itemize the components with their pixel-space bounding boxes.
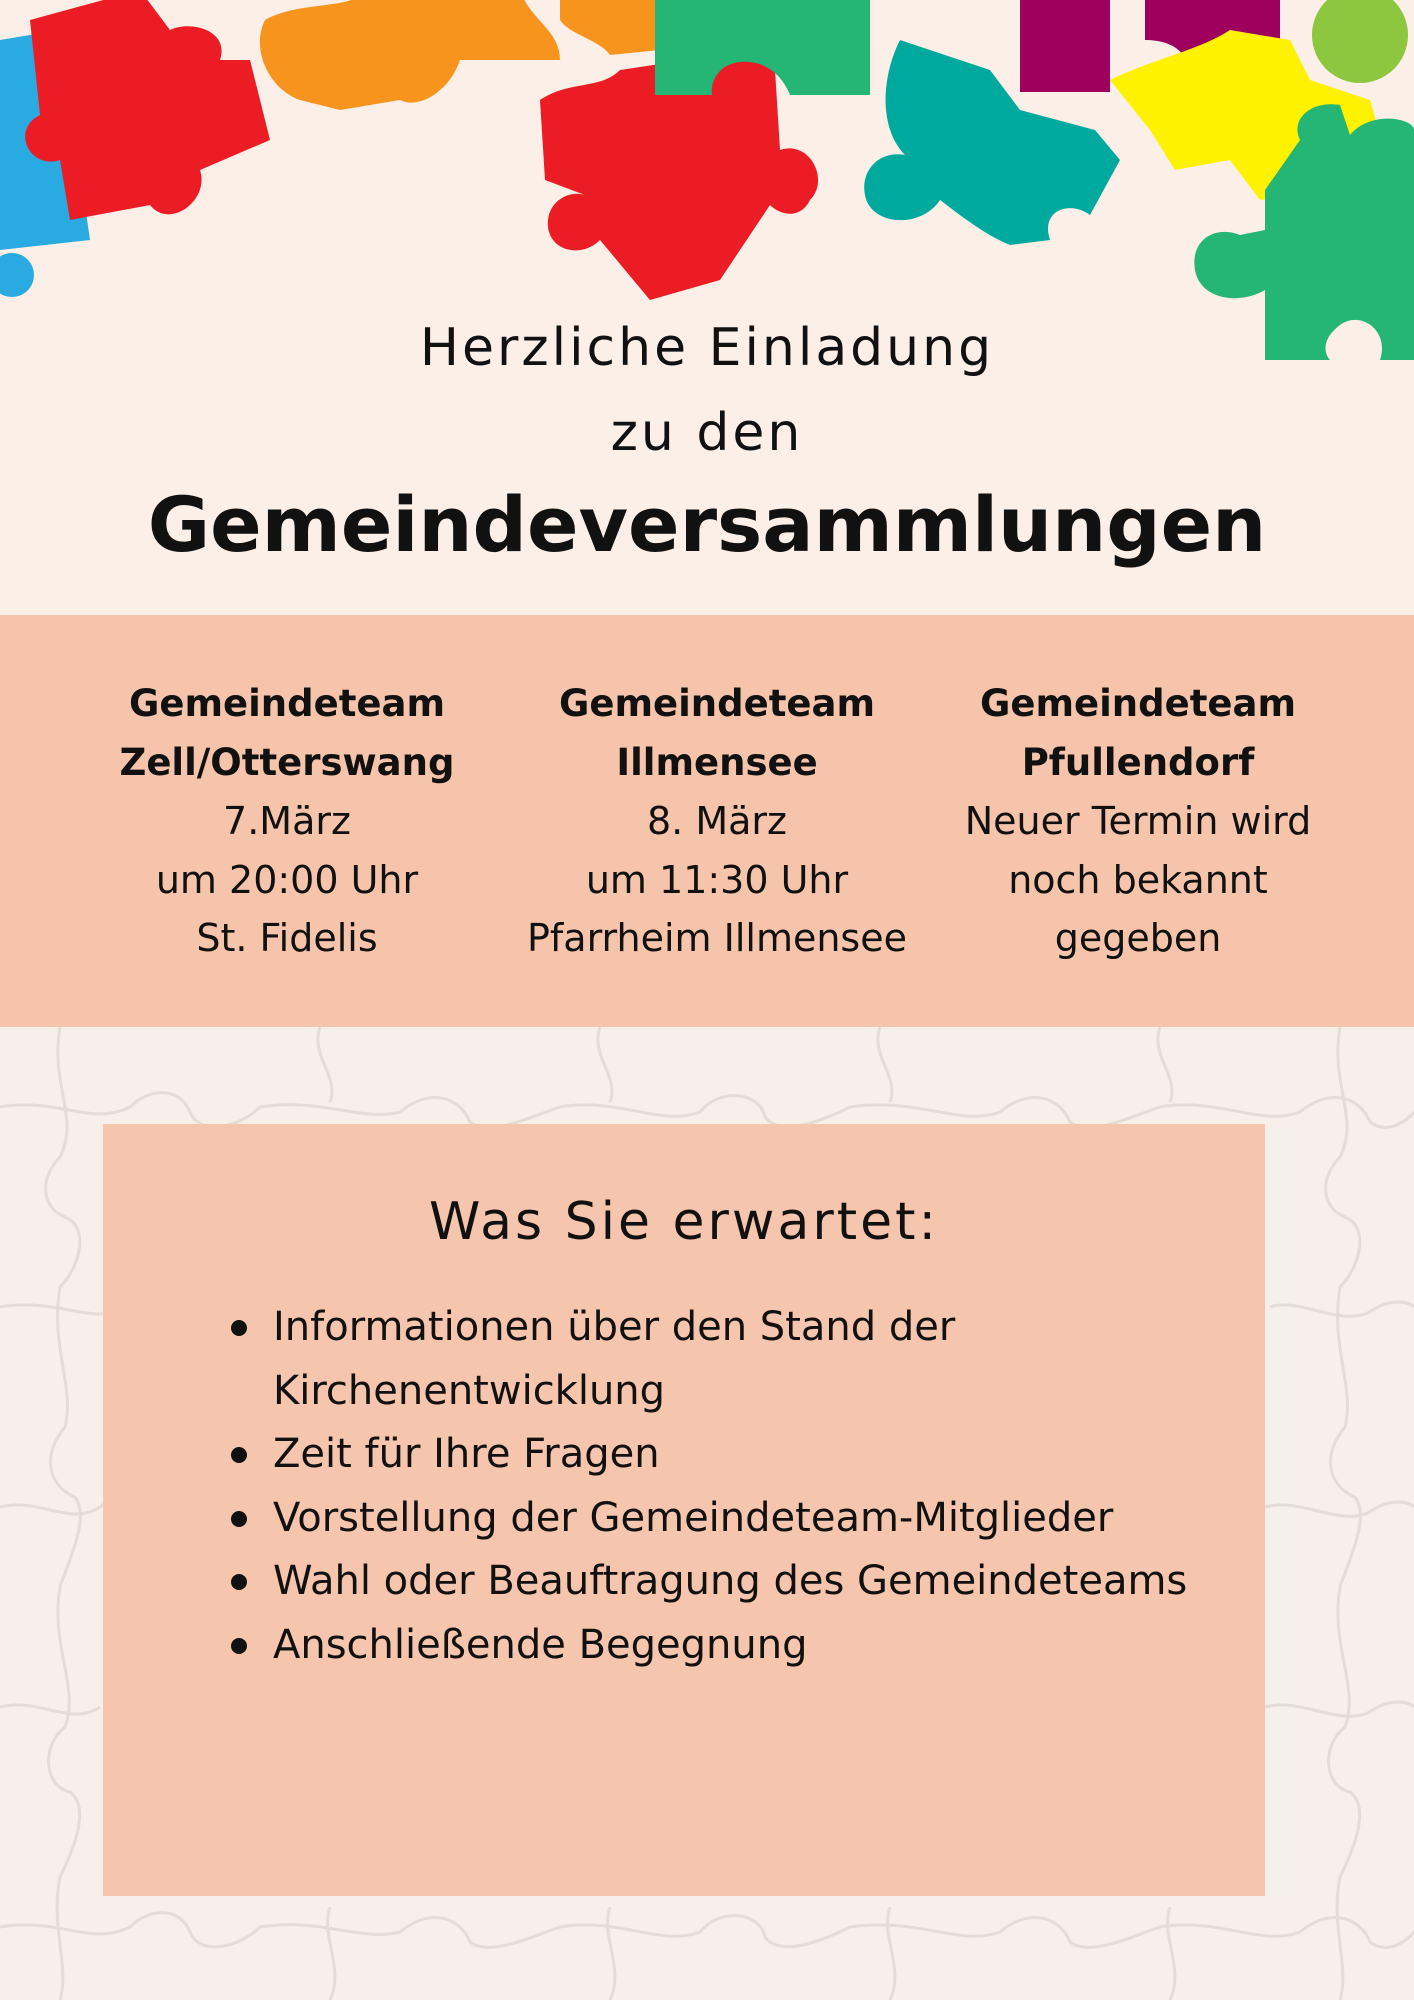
event-note-line: gegeben — [1054, 916, 1222, 960]
event-date: 7.März — [223, 799, 351, 843]
expectations-list — [273, 1296, 1233, 1677]
event-note-line: Neuer Termin wird — [964, 799, 1312, 843]
event-time: um 20:00 Uhr — [155, 857, 419, 902]
bullet-icon — [231, 1511, 247, 1527]
event-team-label: Gemeindeteam — [128, 682, 446, 725]
heading-invitation: Herzliche Einladung — [419, 318, 995, 378]
event-place: Pfullendorf — [1021, 740, 1255, 784]
lime-puzzle-knob — [1312, 0, 1408, 83]
expectations-title: Was Sie erwartet: — [429, 1192, 939, 1252]
header-area — [0, 0, 1414, 615]
event-team-label: Gemeindeteam — [558, 682, 876, 725]
bullet-icon — [231, 1320, 247, 1336]
blue-puzzle-knob — [0, 253, 34, 297]
list-item — [273, 1614, 1233, 1678]
event-pfullendorf — [918, 675, 1358, 968]
bullet-icon — [231, 1447, 247, 1463]
event-zell-otterswang — [67, 675, 507, 968]
orange-puzzle-piece-2 — [560, 0, 660, 55]
event-illmensee — [497, 675, 937, 968]
list-item — [273, 1550, 1233, 1614]
event-note-line: noch bekannt — [1008, 857, 1268, 902]
list-item — [273, 1487, 1233, 1551]
events-band — [0, 615, 1414, 1027]
event-time: um 11:30 Uhr — [585, 857, 849, 902]
list-item — [273, 1296, 1233, 1423]
event-place: Illmensee — [616, 740, 818, 784]
bullet-icon — [231, 1638, 247, 1654]
page-title: Gemeindeversammlungen — [147, 480, 1267, 569]
heading-to-the: zu den — [610, 403, 804, 463]
event-location: Pfarrheim Illmensee — [527, 916, 907, 960]
list-item — [273, 1423, 1233, 1487]
list-item-text: Zeit für Ihre Fragen — [273, 1431, 660, 1477]
list-item-text: Wahl oder Beauftragung des Gemeindeteams — [273, 1558, 1188, 1604]
list-item-text: Informationen über den Stand der Kirchenentwicklung — [273, 1304, 956, 1414]
event-place: Zell/Otterswang — [119, 740, 455, 784]
expectations-box — [103, 1124, 1265, 1896]
orange-puzzle-piece — [260, 0, 560, 110]
magenta-puzzle-piece-1 — [1020, 0, 1110, 92]
bullet-icon — [231, 1574, 247, 1590]
event-team-label: Gemeindeteam — [979, 682, 1297, 725]
list-item-text: Vorstellung der Gemeindeteam-Mitglieder — [273, 1494, 1114, 1541]
list-item-text: Anschließende Begegnung — [273, 1621, 808, 1668]
event-date: 8. März — [647, 799, 787, 843]
event-location: St. Fidelis — [196, 916, 378, 960]
